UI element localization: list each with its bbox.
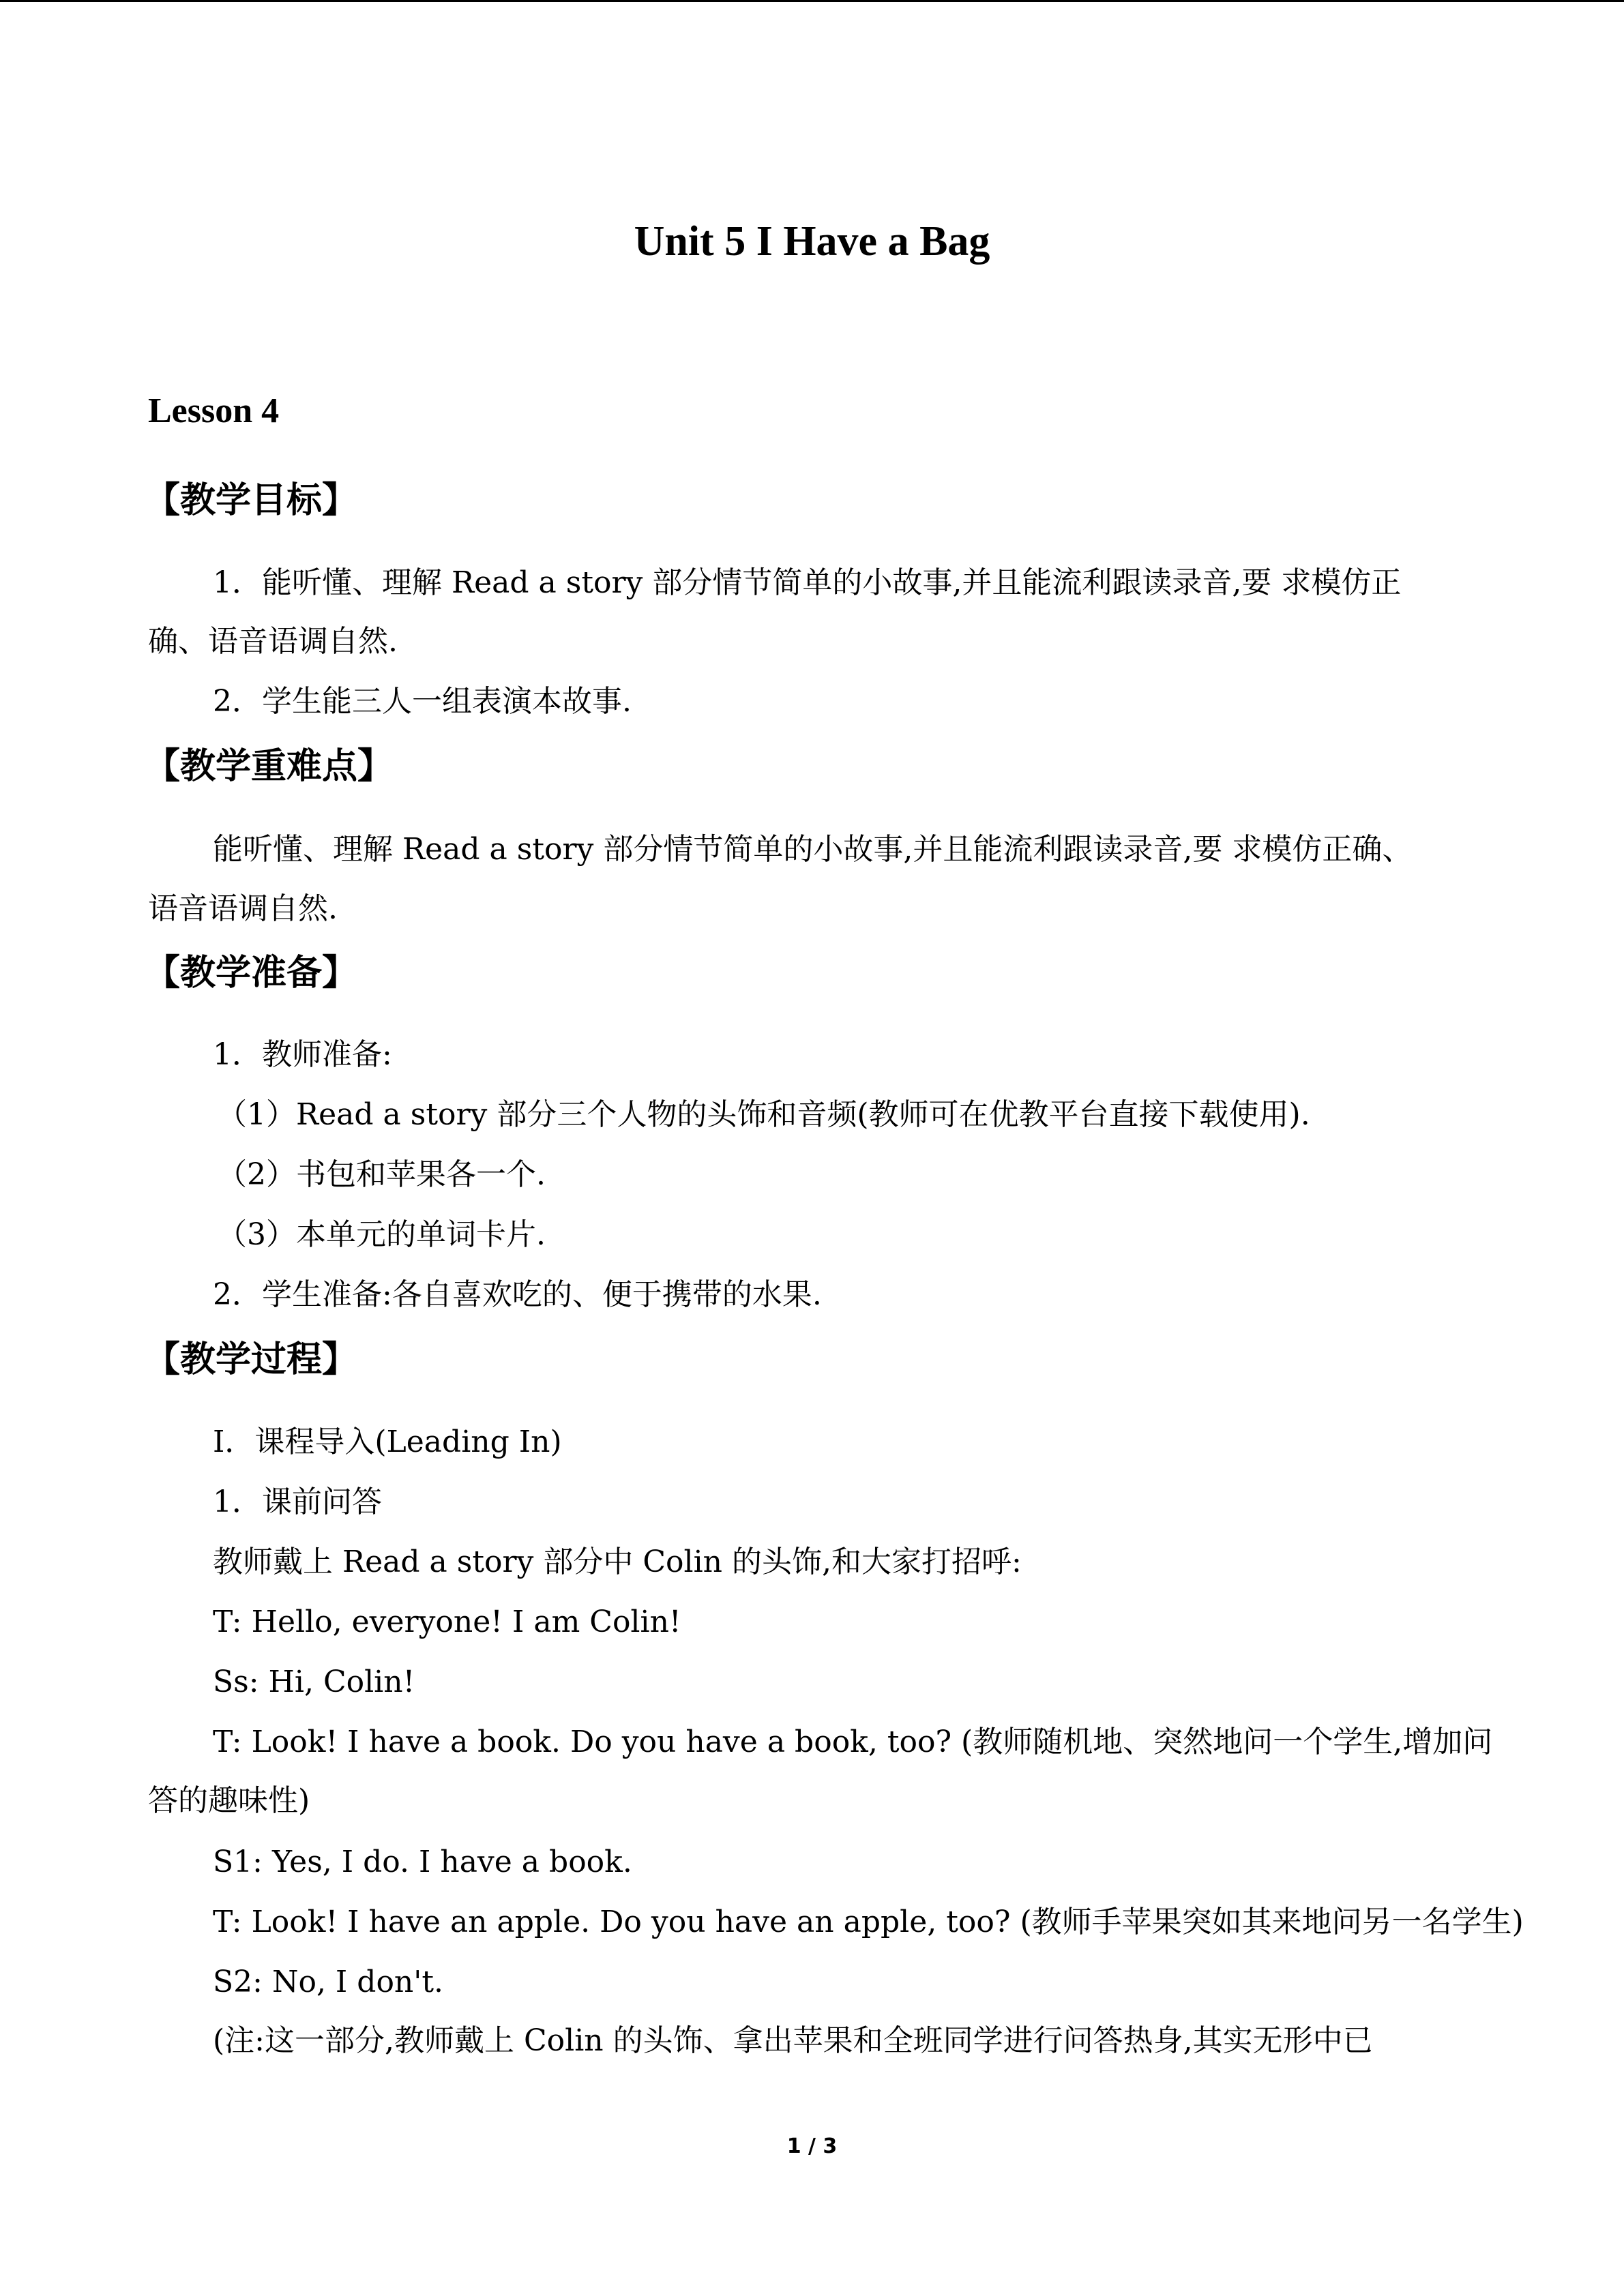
preparation-teacher-item-3: （3）本单元的单词卡片. bbox=[217, 1217, 546, 1252]
preparation-teacher-item-2: （2）书包和苹果各一个. bbox=[217, 1157, 546, 1192]
objective-item-1-line-2: 确、语音语调自然. bbox=[148, 624, 398, 659]
document-title: Unit 5 I Have a Bag bbox=[634, 218, 990, 265]
dialogue-teacher-book-line-2: 答的趣味性) bbox=[148, 1783, 310, 1818]
key-points-line-2: 语音语调自然. bbox=[148, 891, 338, 926]
process-intro: 教师戴上 Read a story 部分中 Colin 的头饰,和大家打招呼: bbox=[213, 1545, 1022, 1579]
objective-item-2: 2．学生能三人一组表演本故事. bbox=[213, 684, 632, 719]
lesson-heading: Lesson 4 bbox=[148, 391, 280, 430]
section-heading-objectives: 【教学目标】 bbox=[145, 480, 358, 521]
preparation-teacher: 1．教师准备: bbox=[213, 1037, 392, 1072]
dialogue-student-2: S2: No, I don't. bbox=[213, 1965, 444, 1999]
dialogue-teacher-hello: T: Hello, everyone! I am Colin! bbox=[213, 1605, 681, 1639]
process-note: (注:这一部分,教师戴上 Colin 的头饰、拿出苹果和全班同学进行问答热身,其实无形中已 bbox=[213, 2023, 1373, 2058]
page-number: 1 / 3 bbox=[786, 2134, 838, 2158]
preparation-student: 2．学生准备:各自喜欢吃的、便于携带的水果. bbox=[213, 1277, 822, 1312]
section-heading-key-points: 【教学重难点】 bbox=[145, 746, 394, 787]
process-section-1: Ⅰ．课程导入(Leading In) bbox=[213, 1425, 562, 1459]
preparation-teacher-item-1: （1）Read a story 部分三个人物的头饰和音频(教师可在优教平台直接下载使用). bbox=[217, 1097, 1310, 1132]
dialogue-students-hi: Ss: Hi, Colin! bbox=[213, 1665, 415, 1699]
dialogue-teacher-apple: T: Look! I have an apple. Do you have an apple, too? (教师手苹果突如其来地问另一名学生) bbox=[213, 1905, 1524, 1939]
section-heading-process: 【教学过程】 bbox=[145, 1339, 358, 1380]
section-heading-preparation: 【教学准备】 bbox=[145, 953, 358, 994]
top-border-line bbox=[0, 0, 1624, 2]
key-points-line-1: 能听懂、理解 Read a story 部分情节简单的小故事,并且能流利跟读录音,要 求模仿正确、 bbox=[213, 832, 1413, 867]
process-step-1: 1．课前问答 bbox=[213, 1485, 382, 1519]
objective-item-1-line-1: 1．能听懂、理解 Read a story 部分情节简单的小故事,并且能流利跟读录音,要 求模仿正 bbox=[213, 565, 1402, 600]
dialogue-student-1: S1: Yes, I do. I have a book. bbox=[213, 1845, 632, 1879]
dialogue-teacher-book-line-1: T: Look! I have a book. Do you have a book, too? (教师随机地、突然地问一个学生,增加问 bbox=[213, 1725, 1493, 1759]
